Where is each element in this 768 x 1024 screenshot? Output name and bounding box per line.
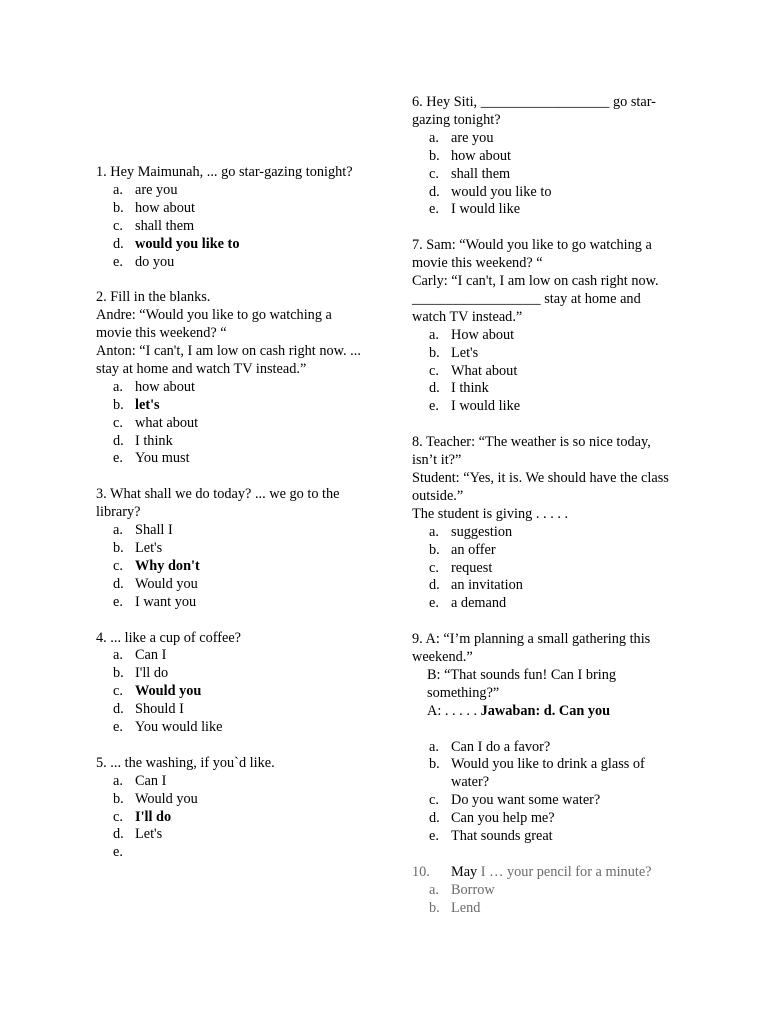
option-letter: b.: [429, 899, 440, 916]
question-10-options: [412, 882, 674, 918]
question-5-options: [96, 773, 368, 863]
option-letter: a.: [113, 647, 123, 664]
option-text: Let's: [451, 344, 479, 361]
option-item: [96, 576, 368, 594]
question-10-stem: [412, 864, 674, 882]
option-text: That sounds great: [451, 828, 553, 845]
option-letter: d.: [429, 577, 440, 594]
option-text: Lend: [451, 899, 481, 916]
option-item: [96, 397, 368, 415]
question-9: [412, 631, 674, 846]
option-text: I would like: [451, 398, 521, 415]
option-item: [412, 792, 674, 810]
option-text: I'll do: [135, 665, 169, 682]
option-text: Do you want some water?: [451, 792, 601, 809]
option-letter: b.: [429, 147, 440, 164]
option-text: request: [451, 559, 493, 576]
question-1: [96, 164, 368, 271]
option-text: Borrow: [451, 881, 495, 898]
option-letter: c.: [429, 559, 439, 576]
option-letter: b.: [113, 199, 124, 216]
option-item: [96, 433, 368, 451]
option-text: You must: [135, 450, 190, 467]
option-letter: a.: [113, 378, 123, 395]
option-letter: c.: [429, 165, 439, 182]
option-letter: b.: [429, 756, 440, 773]
option-text-answer: would you like to: [135, 235, 240, 252]
option-item: [412, 595, 674, 613]
option-text: do you: [135, 253, 175, 270]
option-text: Can you help me?: [451, 810, 555, 827]
option-text: Shall I: [135, 522, 173, 539]
option-item: [96, 773, 368, 791]
option-text-answer: I'll do: [135, 808, 172, 825]
option-item: [96, 254, 368, 272]
option-item: [96, 182, 368, 200]
option-item: [96, 522, 368, 540]
option-item: [412, 900, 674, 918]
option-text: what about: [135, 414, 199, 431]
option-letter: c.: [113, 808, 123, 825]
option-item: [96, 594, 368, 612]
option-letter: a.: [113, 181, 123, 198]
question-10-number: 10.: [412, 863, 430, 880]
question-6-options: [412, 130, 674, 220]
option-text: Can I: [135, 647, 167, 664]
option-item: [96, 540, 368, 558]
question-2-dialogue-line: Andre: “Would you like to go watching a movie this weekend? “: [96, 307, 332, 342]
option-text: You would like: [135, 719, 223, 736]
option-text-answer: Why don't: [135, 557, 200, 574]
option-letter: e.: [429, 398, 439, 415]
spacer: [412, 721, 674, 739]
option-letter: a.: [429, 523, 439, 540]
question-9-line-a: [412, 703, 674, 721]
option-item: [412, 363, 674, 381]
option-text: Can I do a favor?: [451, 738, 551, 755]
option-item: [96, 647, 368, 665]
question-9-line-b: B: “That sounds fun! Can I bring something?”: [427, 666, 617, 701]
option-text: Would you like to drink a glass of water?: [451, 756, 645, 791]
question-7-options: [412, 327, 674, 417]
option-item: [96, 379, 368, 397]
option-text: suggestion: [451, 523, 513, 540]
option-letter: d.: [113, 575, 124, 592]
option-item: [96, 719, 368, 737]
question-10-stem-rest: I … your pencil for a minute?: [477, 863, 652, 880]
option-text: I think: [451, 380, 489, 397]
option-letter: a.: [113, 522, 123, 539]
option-item: [412, 577, 674, 595]
question-5-stem: 5. ... the washing, if you`d like.: [96, 754, 275, 771]
option-letter: c.: [113, 414, 123, 431]
question-8-dialogue-line: The student is giving . . . . .: [412, 505, 569, 522]
option-item: [412, 201, 674, 219]
option-item: [96, 844, 368, 862]
option-text: how about: [451, 147, 511, 164]
option-text: What about: [451, 362, 518, 379]
question-6: [412, 94, 674, 219]
option-item: [412, 345, 674, 363]
option-letter: a.: [429, 738, 439, 755]
option-text: how about: [135, 378, 195, 395]
option-text: I think: [135, 432, 173, 449]
question-7-stem: 7. Sam: “Would you like to go watching a movie this weekend? “: [412, 237, 652, 272]
option-item: [96, 450, 368, 468]
option-item: [412, 560, 674, 578]
option-item: [412, 166, 674, 184]
option-letter: c.: [113, 217, 123, 234]
question-7: [412, 237, 674, 416]
question-7-dialogue-line: Carly: “I can't, I am low on cash right now. __________________ stay at home and watch TV instead.”: [412, 273, 659, 325]
option-item: [96, 218, 368, 236]
question-3-stem: 3. What shall we do today? ... we go to the library?: [96, 486, 340, 521]
option-text: an offer: [451, 541, 496, 558]
option-letter: e.: [113, 253, 123, 270]
option-letter: e.: [113, 844, 123, 861]
option-text: Would you: [135, 575, 198, 592]
option-letter: d.: [113, 826, 124, 843]
option-item: [412, 380, 674, 398]
option-item: [96, 809, 368, 827]
option-item: [96, 683, 368, 701]
question-2-stem: 2. Fill in the blanks.: [96, 289, 211, 306]
option-text: are you: [135, 181, 178, 198]
option-item: [412, 398, 674, 416]
option-letter: a.: [113, 772, 123, 789]
option-letter: d.: [113, 701, 124, 718]
question-8-options: [412, 524, 674, 614]
option-item: [96, 558, 368, 576]
left-column: [96, 164, 368, 880]
question-10: [412, 864, 674, 918]
option-text: an invitation: [451, 577, 523, 594]
option-item: [96, 701, 368, 719]
question-4-options: [96, 647, 368, 737]
option-text: I want you: [135, 593, 197, 610]
option-letter: d.: [429, 380, 440, 397]
question-6-stem: 6. Hey Siti, __________________ go star-gazing tonight?: [412, 94, 656, 128]
question-3-options: [96, 522, 368, 612]
option-text: shall them: [451, 165, 511, 182]
question-5: [96, 755, 368, 862]
option-letter: e.: [429, 828, 439, 845]
question-2-dialogue-line: Anton: “I can't, I am low on cash right now. ... stay at home and watch TV instead.”: [96, 343, 361, 377]
option-item: [412, 184, 674, 202]
option-item: [96, 200, 368, 218]
option-text: shall them: [135, 217, 195, 234]
option-letter: b.: [429, 541, 440, 558]
option-text: I would like: [451, 201, 521, 218]
option-text: Let's: [135, 826, 163, 843]
option-letter: c.: [429, 362, 439, 379]
option-item: [412, 828, 674, 846]
option-letter: d.: [429, 183, 440, 200]
option-letter: b.: [429, 344, 440, 361]
option-letter: d.: [113, 235, 124, 252]
option-text-answer: let's: [135, 396, 160, 413]
question-2: [96, 289, 368, 468]
question-4: [96, 630, 368, 737]
option-item: [412, 542, 674, 560]
option-item: [96, 826, 368, 844]
option-text: a demand: [451, 595, 507, 612]
option-text: Should I: [135, 701, 184, 718]
answer-note: Jawaban: d. Can you: [480, 702, 611, 719]
question-10-stem-first: May: [451, 863, 478, 880]
question-1-stem: 1. Hey Maimunah, ... go star-gazing tonight?: [96, 164, 353, 180]
option-letter: b.: [113, 396, 124, 413]
right-column: [412, 94, 674, 936]
option-letter: e.: [113, 450, 123, 467]
question-8: [412, 434, 674, 613]
option-item: [412, 756, 674, 792]
option-item: [96, 791, 368, 809]
option-item: [412, 327, 674, 345]
option-letter: e.: [429, 595, 439, 612]
option-letter: d.: [113, 432, 124, 449]
option-letter: b.: [113, 790, 124, 807]
question-9-line-a-prefix: A: . . . . .: [427, 702, 481, 719]
option-letter: e.: [429, 201, 439, 218]
option-letter: c.: [429, 792, 439, 809]
option-text: how about: [135, 199, 195, 216]
option-item: [412, 524, 674, 542]
option-letter: a.: [429, 881, 439, 898]
option-text: are you: [451, 129, 494, 146]
question-9-options: [412, 739, 674, 846]
option-text: would you like to: [451, 183, 552, 200]
option-item: [412, 882, 674, 900]
option-item: [412, 810, 674, 828]
option-text: Let's: [135, 540, 163, 556]
question-3: [96, 486, 368, 611]
option-letter: c.: [113, 683, 123, 700]
question-8-dialogue-line: Student: “Yes, it is. We should have the class outside.”: [412, 470, 669, 504]
option-letter: d.: [429, 810, 440, 827]
option-item: [96, 415, 368, 433]
option-text: Can I: [135, 772, 167, 789]
option-item: [412, 148, 674, 166]
option-letter: a.: [429, 129, 439, 146]
option-text-answer: Would you: [135, 683, 202, 700]
option-letter: b.: [113, 665, 124, 682]
option-letter: e.: [113, 593, 123, 610]
question-4-stem: 4. ... like a cup of coffee?: [96, 629, 242, 646]
option-letter: e.: [113, 719, 123, 736]
question-1-options: [96, 182, 368, 272]
option-letter: c.: [113, 557, 123, 574]
question-2-options: [96, 379, 368, 469]
option-item: [96, 236, 368, 254]
question-9-stem: 9. A: “I’m planning a small gathering this weekend.”: [412, 631, 651, 666]
option-letter: a.: [429, 326, 439, 343]
option-text: How about: [451, 326, 515, 343]
option-letter: b.: [113, 540, 124, 556]
option-item: [96, 665, 368, 683]
option-item: [412, 130, 674, 148]
question-8-stem: 8. Teacher: “The weather is so nice today, isn’t it?”: [412, 434, 651, 469]
option-text: Would you: [135, 790, 198, 807]
option-item: [412, 739, 674, 757]
